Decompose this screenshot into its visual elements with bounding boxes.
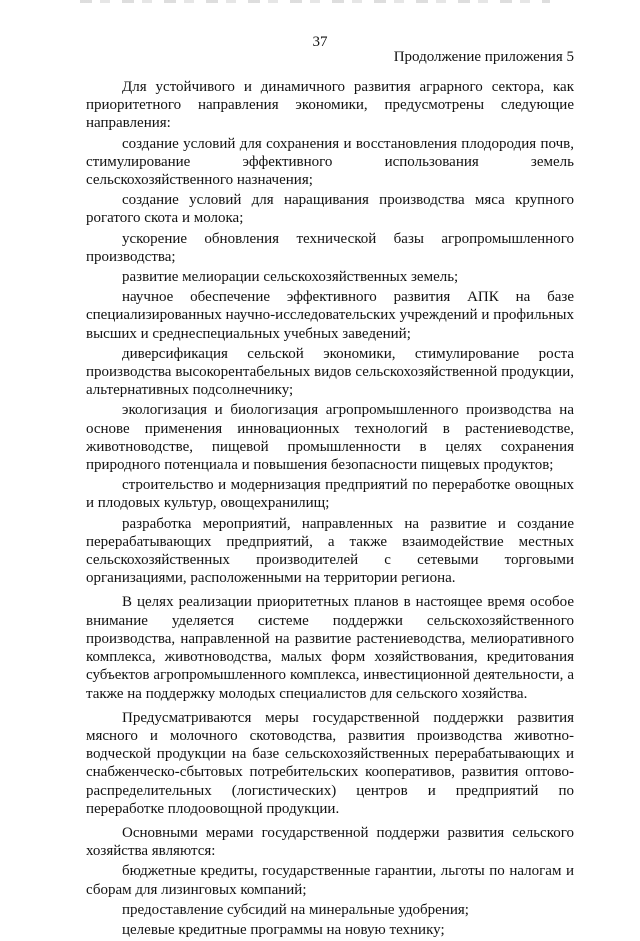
list-item-meat-milk: создание условий для наращивания производства мяса крупного рогатого скота и молока; [86,192,574,227]
list-item-soil-fertility: создание условий для сохранения и восстановления плодородия почв, стимулирование эффективного использования земель сельскохозяйственного назначения; [86,135,574,189]
list-item-credit-programs: целевые кредитные программы на новую технику; [122,921,445,938]
list-item-ecologization: экологизация и биологизация агропромышленного производства на основе применения инновационных технологий в растениеводстве, животноводстве, пищевой промышленности в целях сохранения природного потенциала и повышения безопасности пищевых продуктов; [86,402,574,474]
paragraph-intro: Для устойчивого и динамичного развития аграрного сектора, как приоритетного направления экономики, предусмотрены следующие направления: [86,79,574,132]
page-number: 37 [312,34,328,50]
list-item-diversification: диверсификация сельской экономики, стимулирование роста производства высокорентабельных видов сельскохозяйственной продукции, альтернативных подсолнечнику; [86,345,574,399]
paragraph-support-system: В целях реализации приоритетных планов в настоящее время особое внимание уделяется системе поддержки сельскохозяйственного производства, направленной на развитие растениеводства, мелиоративного комплекса, животноводства, малых форм хозяйствования, кредитования субъектов агропромышленного комплекса, инвестиционной деятельности, а также на поддержку молодых специалистов для сельского хозяйства. [86,594,574,702]
list-item-processing-enterprises: разработка мероприятий, направленных на развитие и создание перерабатывающих предприятий, а также взаимодействие местных сельскохозяйственных производителей с сетевыми торговыми организациями, расположенными на территории региона. [86,515,574,587]
paragraph-state-support: Предусматриваются меры государственной поддержки развития мясного и молочного скотоводства, развития производства животно-водческой продукции на базе сельскохозяйственных перерабатывающих и снабженческо-сбытовых потребительских кооперативов, развития оптово-распределительных (логистических) центров и предприятий по переработке плодоовощной продукции. [86,709,574,817]
list-item-scientific-support: научное обеспечение эффективного развития АПК на базе специализированных научно-исследовательских учреждений и профильных высших и среднеспециальных учебных заведений; [86,289,574,342]
appendix-continuation-note: Продолжение приложения 5 [393,49,574,65]
list-item-technical-base: ускорение обновления технической базы агропромышленного производства; [86,230,574,265]
scan-artifact-top [80,0,550,3]
list-item-melioration: развитие мелиорации сельскохозяйственных земель; [122,269,459,286]
list-item-budget-credits: бюджетные кредиты, государственные гарантии, льготы по налогам и сборам для лизинговых компаний; [86,863,574,898]
paragraph-main-measures: Основными мерами государственной поддержи развития сельского хозяйства являются: [86,824,574,860]
list-item-processing-plants: строительство и модернизация предприятий по переработке овощных и плодовых культур, овощехранилищ; [86,477,574,512]
list-item-fertilizer-subsidies: предоставление субсидий на минеральные удобрения; [122,901,469,918]
document-body [86,78,574,941]
